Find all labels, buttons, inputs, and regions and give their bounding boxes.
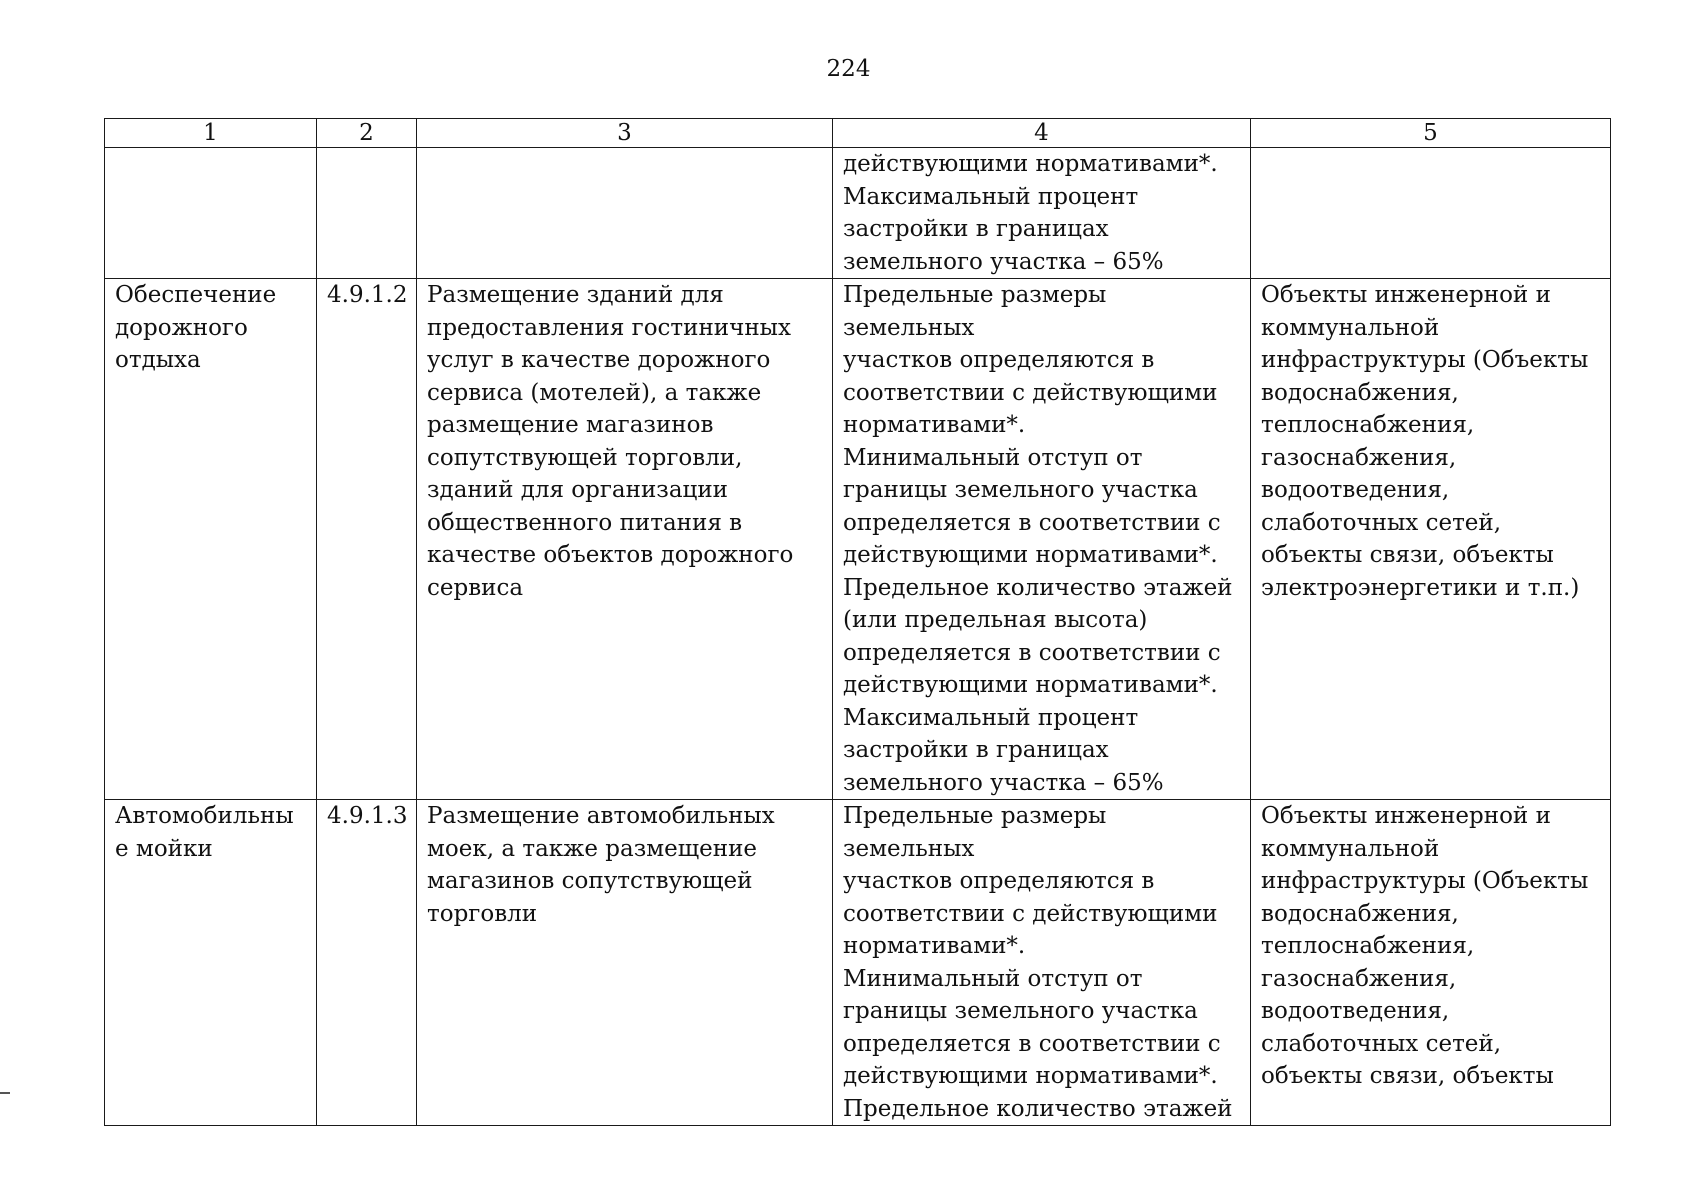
column-header-3: 3 [417, 119, 833, 148]
cell-parameters: действующими нормативами*. Максимальный процент застройки в границах земельного участка – 65% [833, 148, 1251, 279]
column-header-2: 2 [317, 119, 417, 148]
margin-mark [0, 1092, 10, 1094]
column-header-5: 5 [1251, 119, 1611, 148]
cell-use-code [317, 148, 417, 279]
regulations-table [104, 118, 1611, 1126]
page-number: 224 [826, 56, 871, 82]
cell-auxiliary-objects: Объекты инженерной и коммунальной инфраструктуры (Объекты водоснабжения, теплоснабжения, газоснабжения, водоотведения, слаботочных сетей, объекты связи, объекты электроэнергетики и т.п.) [1251, 279, 1611, 800]
cell-use-name: Обеспечение дорожного отдыха [105, 279, 317, 800]
cell-parameters: Предельные размеры земельных участков определяются в соответствии с действующими нормативами*. Минимальный отступ от границы земельного участка определяется в соответствии с действующими нормативами*. Предельное количество этажей (или предельная высота) определяется в соответствии с действующими нормативами*. Максимальный процент застройки в границах земельного участка – 65% [833, 279, 1251, 800]
cell-auxiliary-objects: Объекты инженерной и коммунальной инфраструктуры (Объекты водоснабжения, теплоснабжения, газоснабжения, водоотведения, слаботочных сетей, объекты связи, объекты [1251, 800, 1611, 1126]
table-header-row [105, 119, 1611, 148]
cell-use-description [417, 148, 833, 279]
table-row [105, 279, 1611, 800]
cell-use-code: 4.9.1.3 [317, 800, 417, 1126]
cell-use-description: Размещение автомобильных моек, а также размещение магазинов сопутствующей торговли [417, 800, 833, 1126]
table-row [105, 800, 1611, 1126]
cell-use-name [105, 148, 317, 279]
table-row [105, 148, 1611, 279]
cell-auxiliary-objects [1251, 148, 1611, 279]
cell-parameters: Предельные размеры земельных участков определяются в соответствии с действующими нормативами*. Минимальный отступ от границы земельного участка определяется в соответствии с действующими нормативами*. Предельное количество этажей [833, 800, 1251, 1126]
cell-use-code: 4.9.1.2 [317, 279, 417, 800]
cell-use-description: Размещение зданий для предоставления гостиничных услуг в качестве дорожного сервиса (мотелей), а также размещение магазинов сопутствующей торговли, зданий для организации общественного питания в качестве объектов дорожного сервиса [417, 279, 833, 800]
cell-use-name: Автомобильны е мойки [105, 800, 317, 1126]
column-header-1: 1 [105, 119, 317, 148]
column-header-4: 4 [833, 119, 1251, 148]
